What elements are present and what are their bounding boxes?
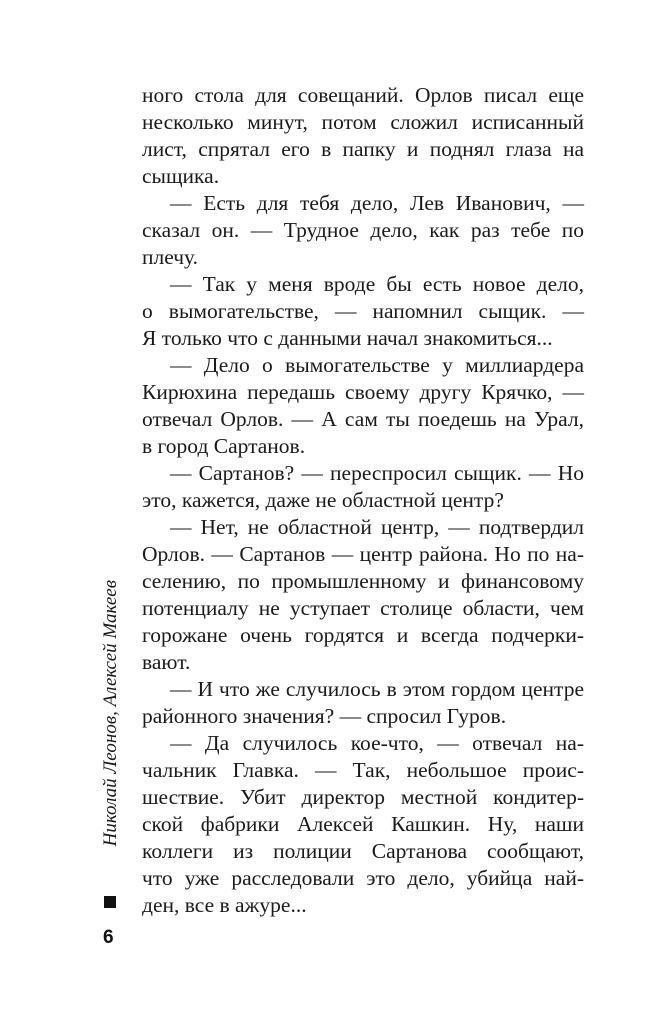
text-line: — Так у меня вроде бы есть новое дело, (170, 272, 584, 296)
text-line: Я только что с данными начал знакомиться... (142, 326, 553, 350)
text-line: — Да случилось кое-что, — отвечал на- (170, 731, 584, 755)
running-head-authors: Николай Леонов, Алексей Макеев (100, 580, 121, 847)
text-line: селению, по промышленному и финансовому (142, 569, 584, 593)
text-line: сыщика. (142, 164, 220, 188)
text-line: — Сартанов? — переспросил сыщик. — Но (170, 461, 584, 485)
text-line: районного значения? — спросил Гуров. (142, 704, 507, 728)
text-line: ской фабрики Алексей Кашкин. Ну, наши (142, 812, 584, 836)
text-line: это, кажется, даже не областной центр? (142, 488, 504, 512)
text-line: плечу. (142, 245, 199, 269)
text-line: лист, спрятал его в папку и поднял глаза на (142, 137, 584, 161)
text-line: в город Сартанов. (142, 434, 306, 458)
text-line: — Дело о вымогательстве у миллиардера (170, 353, 584, 377)
text-line: — Нет, не областной центр, — подтвердил (170, 515, 584, 539)
text-line: Кирюхина передашь своему другу Крячко, — (142, 380, 584, 404)
text-line: вают. (142, 650, 191, 674)
text-line: несколько минут, потом сложил исписанный (142, 110, 584, 134)
text-line: — И что же случилось в этом гордом центре (170, 677, 584, 701)
text-line: сказал он. — Трудное дело, как раз тебе по (142, 218, 584, 242)
text-line: — Есть для тебя дело, Лев Иванович, — (170, 191, 584, 215)
text-line: о вымогательстве, — напомнил сыщик. — (142, 299, 584, 323)
text-line: Орлов. — Сартанов — центр района. Но по на- (142, 542, 584, 566)
text-line: потенциалу не уступает столице области, чем (142, 596, 584, 620)
text-line: горожане очень гордятся и всегда подчерки- (142, 623, 584, 647)
page-number: 6 (103, 927, 114, 948)
text-line: ного стола для совещаний. Орлов писал еще (142, 83, 584, 107)
text-line: ден, все в ажуре... (142, 893, 307, 917)
text-line: чальник Главка. — Так, небольшое проис- (142, 758, 584, 782)
text-line: что уже расследовали это дело, убийца най- (142, 866, 584, 890)
text-line: коллеги из полиции Сартанова сообщают, (142, 839, 584, 863)
body-text (142, 82, 584, 919)
square-marker-icon (104, 896, 116, 908)
text-line: шествие. Убит директор местной кондитер- (142, 785, 584, 809)
text-line: отвечал Орлов. — А сам ты поедешь на Урал, (142, 407, 584, 431)
